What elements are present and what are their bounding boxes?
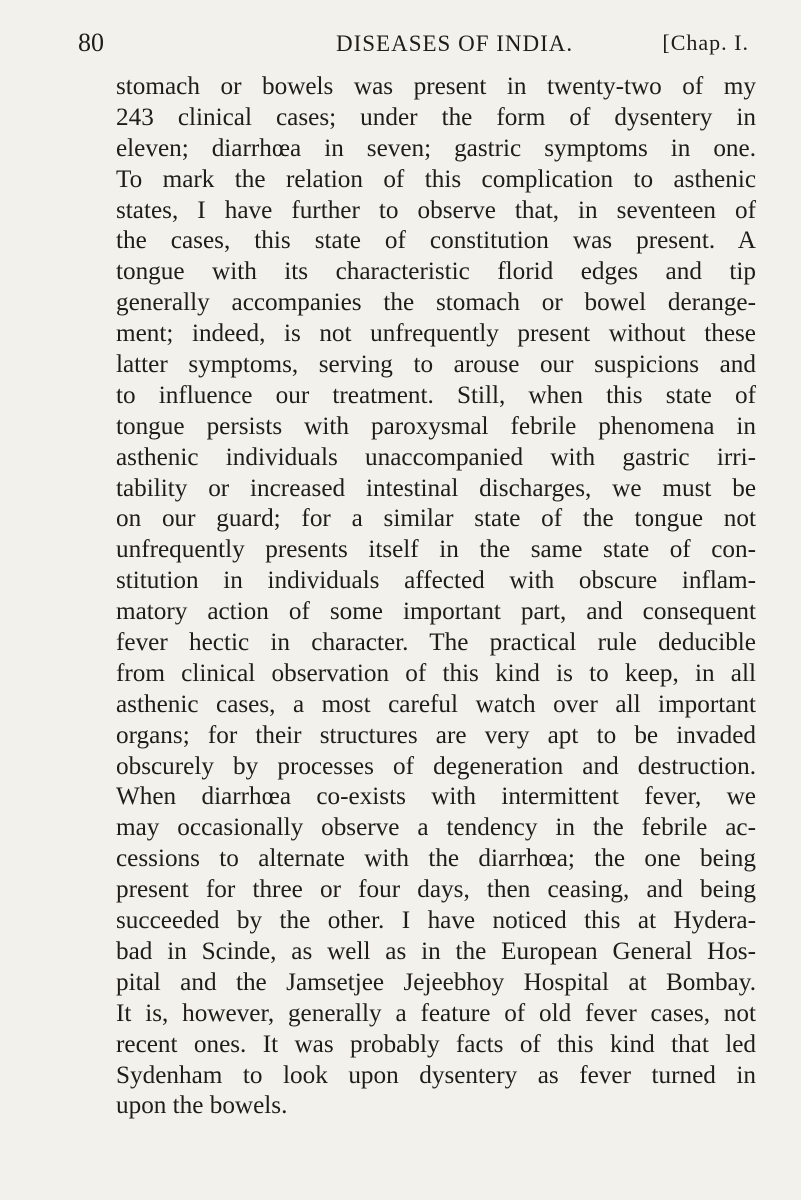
- text-line: recent ones. It was probably facts of this kind that led: [116, 1030, 756, 1058]
- text-line: asthenic individuals unaccompanied with gastric irri-: [116, 443, 756, 471]
- text-line: Sydenham to look upon dysentery as fever turned in: [116, 1061, 756, 1089]
- text-line: present for three or four days, then ceasing, and being: [116, 876, 756, 904]
- text-line: cessions to alternate with the diarrhœa; the one being: [116, 845, 756, 873]
- text-line: on our guard; for a similar state of the tongue not: [116, 505, 756, 533]
- text-line: from clinical observation of this kind is to keep, in all: [116, 659, 756, 687]
- text-line: asthenic cases, a most careful watch over all important: [116, 690, 756, 718]
- text-line: stomach or bowels was present in twenty-two of my: [116, 73, 756, 100]
- text-line: stitution in individuals affected with obscure inflam-: [116, 567, 756, 595]
- text-line: tongue persists with paroxysmal febrile phenomena in: [116, 412, 756, 440]
- text-line: succeeded by the other. I have noticed this at Hydera-: [116, 907, 756, 935]
- text-line: When diarrhœa co-exists with intermittent fever, we: [116, 783, 756, 811]
- text-line: the cases, this state of constitution was present. A: [116, 227, 756, 255]
- chapter-reference: [Chap. I.: [662, 30, 749, 55]
- text-line: obscurely by processes of degeneration and destruction.: [116, 752, 756, 780]
- text-line: organs; for their structures are very apt to be invaded: [116, 721, 756, 749]
- text-line: upon the bowels.: [116, 1092, 288, 1120]
- running-head: [78, 28, 749, 58]
- text-line: pital and the Jamsetjee Jejeebhoy Hospital at Bombay.: [116, 968, 756, 996]
- text-line: generally accompanies the stomach or bowel derange-: [116, 289, 756, 317]
- page-number: 80: [78, 28, 104, 57]
- text-line: eleven; diarrhœa in seven; gastric symptoms in one.: [116, 134, 756, 162]
- text-line: To mark the relation of this complication to asthenic: [116, 165, 756, 193]
- running-title: DISEASES OF INDIA.: [336, 31, 574, 56]
- text-line: tongue with its characteristic florid edges and tip: [116, 258, 756, 286]
- text-line: 243 clinical cases; under the form of dysentery in: [116, 103, 756, 131]
- text-line: may occasionally observe a tendency in the febrile ac-: [116, 814, 756, 842]
- text-line: tability or increased intestinal discharges, we must be: [116, 474, 756, 502]
- text-line: fever hectic in character. The practical rule deducible: [116, 629, 756, 657]
- text-line: bad in Scinde, as well as in the European General Hos-: [116, 937, 756, 965]
- text-line: latter symptoms, serving to arouse our suspicions and: [116, 351, 756, 379]
- text-line: ment; indeed, is not unfrequently present without these: [116, 320, 756, 348]
- text-line: to influence our treatment. Still, when this state of: [116, 381, 756, 409]
- text-line: unfrequently presents itself in the same state of con-: [116, 536, 756, 564]
- text-line: It is, however, generally a feature of old fever cases, not: [116, 999, 756, 1027]
- text-line: matory action of some important part, and consequent: [116, 598, 756, 626]
- text-line: states, I have further to observe that, in seventeen of: [116, 196, 756, 224]
- body-paragraph: [116, 72, 756, 1122]
